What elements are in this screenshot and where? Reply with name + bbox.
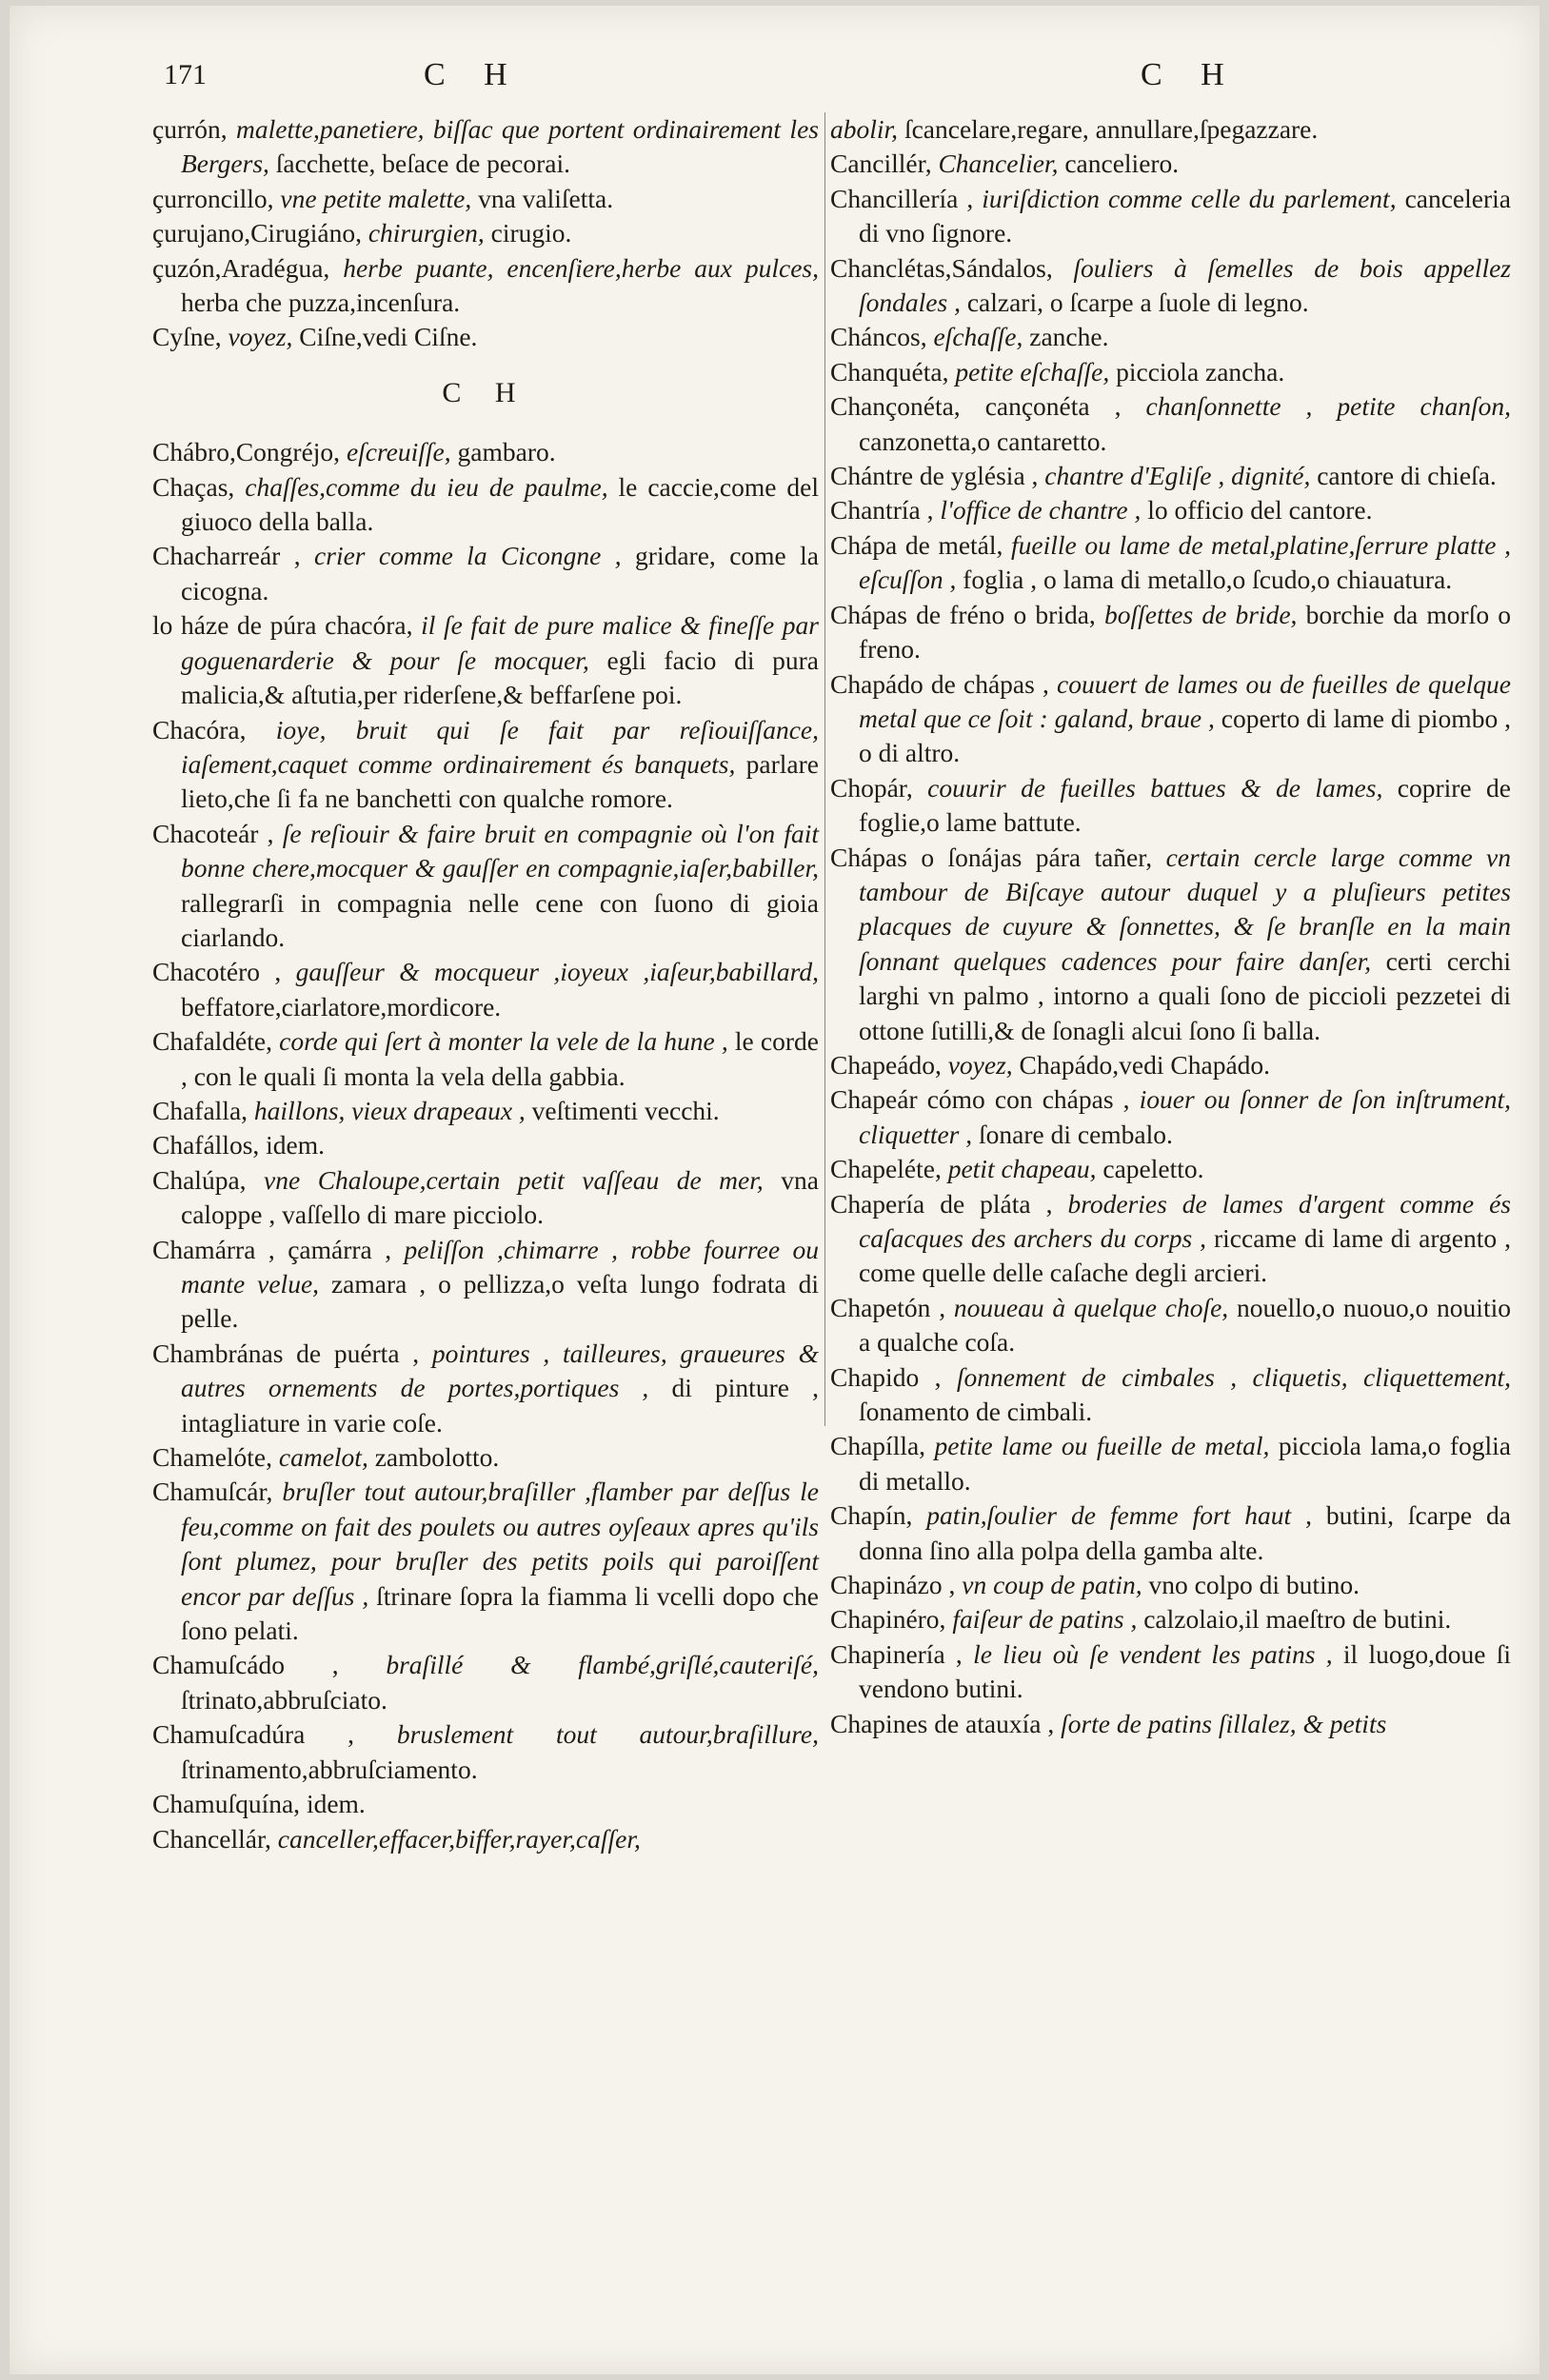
dictionary-entry [830, 147, 1511, 181]
entry-headword: Chancillería , [830, 183, 983, 213]
left-entries [152, 435, 819, 1856]
entry-headword: Chacotéro , [152, 957, 296, 987]
entry-headword: Chápas o ſonájas pára tañer, [830, 842, 1166, 872]
entry-italian: vna caloppe , vaſſello di mare picciolo. [181, 1164, 819, 1230]
dictionary-entry [152, 470, 819, 540]
entry-headword: Chopár, [830, 772, 928, 803]
dictionary-entry [830, 1152, 1511, 1186]
entry-french: malette,panetiere, biſſac que portent ordinairement les Bergers, [181, 114, 819, 179]
entry-french: crier comme la Cicongne , [314, 541, 636, 571]
entry-italian: zanche. [1029, 322, 1109, 352]
dictionary-entry [830, 1048, 1511, 1082]
entry-italian: cirugio. [490, 218, 572, 248]
entry-french: petite lame ou fueille de metal, [934, 1431, 1279, 1461]
entry-headword: Chapeádo, [830, 1049, 948, 1080]
entry-french: ſe reſiouir & faire bruit en compagnie où l'on fait bonne chere,mocquer & gauſſer en compagnie,iaſer,babiller, [181, 818, 819, 883]
entry-french: abolir, [830, 114, 904, 144]
entry-headword: Cancillér, [830, 149, 939, 179]
running-head-right: C H [1141, 57, 1240, 92]
entry-italian: calzari, o ſcarpe a ſuole di legno. [966, 288, 1309, 318]
dictionary-entry [830, 355, 1511, 389]
entry-headword: Chafaldéte, [152, 1026, 280, 1057]
entry-french: chanſonnette , petite chanſon, [1145, 391, 1511, 422]
dictionary-entry [152, 1440, 819, 1475]
entry-french: herbe puante, encenſiere,herbe aux pulces, [343, 252, 820, 283]
entry-french: chaſſes,comme du ieu de paulme, [245, 471, 619, 502]
entry-italian: veſtimenti vecchi. [531, 1095, 720, 1125]
entry-headword: Chafalla, [152, 1095, 254, 1125]
entry-italian: idem. [306, 1789, 366, 1819]
entry-french: iuriſdiction comme celle du parlement, [982, 183, 1405, 213]
entry-italian: di pinture , intagliature in varie coſe. [181, 1373, 819, 1438]
dictionary-entry [830, 1602, 1511, 1636]
entry-headword: Chamuſquína, [152, 1789, 307, 1819]
entry-headword: Chamuſcár, [152, 1477, 283, 1507]
dictionary-entry [830, 1291, 1511, 1360]
entry-french: pointures , tailleures, graueures & autres ornements de portes,portiques , [181, 1338, 819, 1403]
entry-italian: vna valiſetta. [478, 183, 614, 213]
entry-french: couuert de lames ou de fueilles de quelque metal que ce ſoit : galand, braue , [859, 668, 1511, 733]
entry-italian: picciola zancha. [1116, 356, 1285, 387]
dictionary-entry [830, 1707, 1511, 1741]
entry-french: chirurgien, [367, 218, 491, 248]
dictionary-page [10, 6, 1539, 2374]
entry-headword: Chacoteár , [152, 818, 283, 848]
dictionary-entry [152, 1787, 819, 1821]
entry-french: eſcreuiſſe, [346, 437, 458, 467]
entry-italian: parlare lieto,che ſi fa ne banchetti con qualche romore. [181, 748, 819, 814]
dictionary-entry [152, 955, 819, 1024]
dictionary-entry [152, 320, 819, 354]
entry-headword: Chapeár cómo con chápas , [830, 1084, 1140, 1115]
dictionary-entry [152, 1233, 819, 1337]
entry-headword: Chapinéro, [830, 1604, 953, 1635]
entry-french: ſonnement de cimbales , cliquetis, cliquettement, [956, 1361, 1511, 1392]
entry-italian: ſtrinare ſopra la fiamma li vcelli dopo che ſono pelati. [181, 1580, 819, 1646]
entry-italian: coperto di lame di piombo , o di altro. [859, 703, 1511, 768]
entry-italian: certi cerchi larghi vn palmo , intorno a quali ſono de piccioli pezzetei di ottone ſutilli,& de ſonagli alcui ſono ſi balla. [859, 945, 1511, 1045]
entry-italian: le corde , con le quali ſi monta la vela della gabbia. [181, 1026, 820, 1091]
entry-italian: il luogo,doue ſi vendono butini. [859, 1638, 1511, 1704]
entry-headword: Chalúpa, [152, 1164, 265, 1195]
dictionary-entry [830, 528, 1511, 598]
entry-italian: capeletto. [1102, 1154, 1204, 1184]
entry-italian: coprire de foglie,o lame battute. [859, 772, 1512, 838]
entry-french: vn coup de patin, [962, 1570, 1149, 1600]
dictionary-entry [830, 459, 1511, 493]
page-header [10, 55, 1539, 103]
dictionary-entry [830, 320, 1511, 354]
entry-headword: Chamuſcadúra , [152, 1719, 397, 1750]
entry-italian: lo officio del cantore. [1147, 495, 1373, 526]
entry-headword: Chapeléte, [830, 1154, 948, 1184]
dictionary-entry [830, 1082, 1511, 1152]
entry-french: braſillé & flambé,griſlé,cauteriſé, [386, 1650, 819, 1680]
entry-headword: Chapido , [830, 1361, 957, 1392]
entry-french: iouer ou ſonner de ſon inſtrument, cliquetter , [859, 1084, 1511, 1149]
entry-french: boſſettes de bride, [1103, 599, 1306, 629]
entry-italian: beffatore,ciarlatore,mordicore. [181, 991, 502, 1021]
dictionary-entry [152, 1094, 819, 1128]
entry-italian: canceliero. [1064, 149, 1180, 179]
dictionary-entry [152, 251, 819, 321]
entry-french: bruslement tout autour,braſillure, [396, 1719, 820, 1750]
dictionary-entry [152, 539, 819, 608]
entry-french: vne petite malette, [280, 183, 479, 213]
entry-french: voyez, [228, 322, 300, 352]
entry-french: bruſler tout autour,braſiller ,flamber par deſſus le feu,comme on fait des poulets ou autres oyſeaux apres qu'ils ſont plumez, pour bruſler des petits poils qui paroiſſent encor par deſſus , [181, 1477, 819, 1611]
entry-headword: Chapinázo , [830, 1570, 963, 1600]
running-head-left: C H [424, 57, 523, 92]
dictionary-entry [152, 435, 819, 469]
dictionary-entry [830, 493, 1511, 527]
dictionary-entry [830, 598, 1511, 667]
entry-headword: Chamelóte, [152, 1442, 279, 1473]
dictionary-entry [152, 1648, 819, 1717]
entry-italian: ſtrinato,abbruſciato. [181, 1684, 387, 1715]
entry-italian: egli facio di pura malicia,& aſtutia,per riderſene,& beffarſene poi. [181, 645, 819, 710]
entry-french: petit chapeau, [947, 1154, 1103, 1184]
entry-french: canceller,effacer,biffer,rayer,caſſer, [277, 1823, 641, 1854]
entry-headword: Chapín, [830, 1500, 927, 1531]
entry-french: faiſeur de patins , [952, 1604, 1144, 1635]
entry-italian: zambolotto. [374, 1442, 500, 1473]
entry-french: camelot, [278, 1442, 375, 1473]
entry-italian: gridare, come la cicogna. [181, 541, 819, 605]
entry-headword: Chábro,Congréjo, [152, 437, 347, 467]
section-title: C H [442, 376, 529, 408]
entry-headword: çurrón, [152, 114, 237, 144]
left-column [152, 112, 819, 1856]
dictionary-entry [830, 1498, 1511, 1568]
dictionary-entry [830, 1637, 1511, 1707]
dictionary-entry [152, 182, 819, 216]
dictionary-entry [830, 841, 1511, 1048]
entry-italian: canceleria di vno ſignore. [859, 183, 1511, 248]
dictionary-entry [830, 771, 1511, 841]
entry-french: vne Chaloupe,certain petit vaſſeau de mer, [264, 1164, 782, 1195]
entry-french: voyez, [947, 1049, 1020, 1080]
entry-french: il ſe fait de pure malice & fineſſe par goguenarderie & pour ſe mocquer, [181, 610, 819, 675]
dictionary-entry [830, 112, 1511, 147]
entry-headword: Cháncos, [830, 322, 934, 352]
entry-italian: ſacchette, beſace de pecorai. [275, 149, 570, 179]
entry-french: nouueau à quelque choſe, [953, 1292, 1237, 1322]
entry-headword: Chápa de metál, [830, 529, 1012, 560]
entry-french: petite eſchaſſe, [955, 356, 1117, 387]
entry-headword: Chapádo de chápas , [830, 668, 1057, 699]
entry-headword: Chamuſcádo , [152, 1650, 387, 1680]
entry-french: corde qui ſert à monter la vele de la hune , [279, 1026, 735, 1057]
entry-italian: foglia , o lama di metallo,o ſcudo,o chiauatura. [963, 565, 1453, 595]
entry-italian: butini, ſcarpe da donna ſino alla polpa della gamba alte. [859, 1500, 1511, 1565]
entry-headword: Chapines de atauxía , [830, 1708, 1062, 1738]
entry-french: le lieu où ſe vendent les patins , [973, 1638, 1343, 1669]
entry-headword: Chancellár, [152, 1823, 278, 1854]
dictionary-entry [152, 1128, 819, 1162]
entry-italian: borchie da morſo o freno. [859, 599, 1511, 664]
dictionary-entry [830, 1187, 1511, 1291]
entry-headword: Chántre de yglésia , [830, 461, 1045, 491]
entry-headword: Chápas de fréno o brida, [830, 599, 1104, 629]
entry-french: ioye, bruit qui ſe fait par reſiouiſſance, iaſement,caquet comme ordinairement és banquets, [181, 714, 819, 779]
entry-italian: nouello,o nuouo,o nouitio a qualche coſa. [859, 1292, 1511, 1358]
dictionary-entry [152, 1024, 819, 1094]
entry-headword: Chapílla, [830, 1431, 935, 1461]
entry-french: certain cercle large comme vn tambour de Biſcaye autour duquel y a pluſieurs petites placques de cuyure & ſonnettes, & ſe branſle en la main ſonnant quelques cadences pour faire danſer, [859, 842, 1512, 976]
entry-french: eſchaſſe, [933, 322, 1030, 352]
entry-headword: Chanclétas,Sándalos, [830, 252, 1074, 283]
entry-italian: ſtrinamento,abbruſciamento. [181, 1754, 478, 1784]
dictionary-entry [152, 1337, 819, 1440]
dictionary-entry [152, 817, 819, 956]
dictionary-entry [152, 608, 819, 712]
dictionary-entry [830, 667, 1511, 771]
entry-french: fueille ou lame de metal,platine,ſerrure platte , eſcuſſon , [859, 529, 1511, 595]
dictionary-entry [830, 182, 1511, 251]
dictionary-entry [830, 1568, 1511, 1602]
entry-italian: picciola lama,o foglia di metallo. [859, 1431, 1511, 1496]
entry-french: broderies de lames d'argent comme és caſacques des archers du corps , [859, 1188, 1512, 1253]
entry-italian: rallegrarſi in compagnia nelle cene con ſuono di gioia ciarlando. [181, 887, 819, 952]
dictionary-entry [152, 1475, 819, 1648]
entry-italian: ſonare di cembalo. [979, 1119, 1173, 1149]
entry-headword: çurroncillo, [152, 183, 281, 213]
column-rule [824, 112, 825, 1426]
dictionary-entry [152, 1163, 819, 1233]
entry-italian: ſcancelare,regare, annullare,ſpegazzare. [904, 114, 1319, 144]
dictionary-entry [152, 1822, 819, 1856]
entry-italian: idem. [266, 1130, 326, 1160]
entry-french: Chancelier, [938, 149, 1065, 179]
entry-french: gauſſeur & mocqueur ,ioyeux ,iaſeur,babillard, [295, 957, 819, 987]
page-number: 171 [164, 59, 207, 90]
entry-headword: Chafállos, [152, 1130, 267, 1160]
entry-headword: Chanquéta, [830, 356, 956, 387]
entry-french: couurir de fueilles battues & de lames, [927, 772, 1398, 803]
dictionary-entry [830, 389, 1511, 459]
dictionary-entry [152, 112, 819, 182]
entry-headword: Chamárra , çamárra , [152, 1234, 405, 1264]
entry-italian: herba che puzza,incenſura. [181, 288, 461, 318]
right-entries [830, 112, 1511, 1741]
dictionary-entry [152, 713, 819, 817]
entry-italian: canzonetta,o cantaretto. [859, 426, 1107, 456]
dictionary-entry [830, 1429, 1511, 1498]
entry-french: l'office de chantre , [940, 495, 1148, 526]
entry-headword: Chapería de pláta , [830, 1188, 1068, 1219]
entry-headword: Chançonéta, cançonéta , [830, 391, 1146, 422]
dictionary-entry [152, 216, 819, 250]
entry-headword: Cyſne, [152, 322, 228, 352]
entry-french: patin,ſoulier de femme fort haut , [926, 1500, 1326, 1531]
entry-headword: çurujano,Cirugiáno, [152, 218, 368, 248]
entry-french: ſorte de patins ſillalez, & petits [1061, 1708, 1387, 1738]
dictionary-entry [830, 1360, 1511, 1430]
entry-headword: çuzón,Aradégua, [152, 252, 344, 283]
entry-italian: le caccie,come del giuoco della balla. [181, 471, 819, 537]
entry-headword: lo háze de púra chacóra, [152, 610, 422, 641]
entry-headword: Chapinería , [830, 1638, 974, 1669]
dictionary-entry [830, 251, 1511, 321]
entry-french: peliſſon ,chimarre , robbe fourree ou mante velue, [181, 1234, 819, 1299]
entry-headword: Chacharreár , [152, 541, 315, 571]
entry-italian: zamara , o pellizza,o veſta lungo fodrata di pelle. [181, 1269, 819, 1334]
entry-headword: Chacóra, [152, 714, 276, 744]
entry-italian: Ciſne,vedi Ciſne. [299, 322, 478, 352]
entry-italian: cantore di chieſa. [1317, 461, 1497, 491]
right-column [830, 112, 1511, 1741]
entry-italian: ſonamento de cimbali. [859, 1397, 1093, 1427]
left-entries-before [152, 112, 819, 355]
entry-italian: gambaro. [457, 437, 556, 467]
entry-italian: vno colpo di butino. [1148, 1570, 1360, 1600]
entry-french: haillons, vieux drapeaux , [253, 1095, 532, 1125]
entry-headword: Chantría , [830, 495, 941, 526]
entry-italian: calzolaio,il maeſtro de butini. [1143, 1604, 1452, 1635]
entry-french: chantre d'Egliſe , dignité, [1044, 461, 1318, 491]
entry-italian: riccame di lame di argento , come quelle delle caſache degli arcieri. [859, 1223, 1511, 1288]
dictionary-entry [152, 1717, 819, 1787]
entry-french: ſouliers à ſemelles de bois appellez ſondales , [859, 252, 1511, 318]
entry-headword: Chaças, [152, 471, 246, 502]
entry-headword: Chambránas de puérta , [152, 1338, 432, 1368]
entry-headword: Chapetón , [830, 1292, 954, 1322]
entry-italian: Chapádo,vedi Chapádo. [1019, 1049, 1271, 1080]
